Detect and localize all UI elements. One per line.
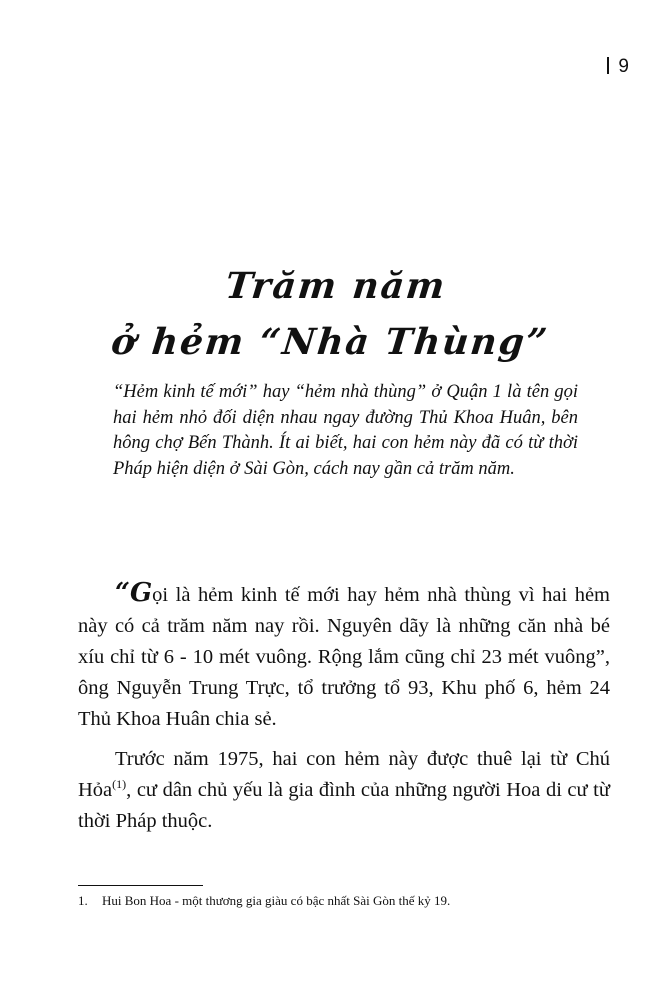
chapter-title-line-1: Trăm năm [223,265,449,307]
body-paragraph-2 [78,744,610,837]
lead-paragraph [113,380,578,482]
footnote-divider [78,885,203,886]
footnote-reference: (1) [112,777,127,791]
chapter-title-line-2: ở hẻm “Nhà Thùng” [109,321,551,363]
page-number-divider [607,57,609,74]
footnote-text: Hui Bon Hoa - một thương gia giàu có bậc nhất Sài Gòn thế kỷ 19. [102,893,451,908]
drop-cap: “G [115,578,153,608]
body-paragraph-1 [78,578,610,735]
page-number-value: 9 [618,56,630,77]
lead-text: “Hẻm kinh tế mới” hay “hẻm nhà thùng” ở Quận 1 là tên gọi hai hẻm nhỏ đối diện nhau ngay đường Thủ Khoa Huân, bên hông chợ Bến Thành. Ít ai biết, hai con hẻm này đã có từ thời Pháp hiện diện ở Sài Gòn, cách nay gần cả trăm năm. [113,382,578,479]
body-paragraph-2-text-a: Trước năm 1975, hai con hẻm này được thuê lại từ Chú Hỏa [78,748,610,801]
body-paragraph-1-text: ọi là hẻm kinh tế mới hay hẻm nhà thùng vì hai hẻm này có cả trăm năm nay rồi. Nguyên dãy là những căn nhà bé xíu chỉ từ 6 - 10 mét vuông. Rộng lắm cũng chỉ 23 mét vuông”, ông Nguyễn Trung Trực, tổ trưởng tổ 93, Khu phố 6, hẻm 24 Thủ Khoa Huân chia sẻ. [78,584,610,730]
body-paragraph-2-text-b: , cư dân chủ yếu là gia đình của những người Hoa di cư từ thời Pháp thuộc. [78,779,610,832]
chapter-title [0,258,666,370]
footnote [78,892,610,910]
footnote-number: 1. [78,893,88,908]
body-text [78,578,610,846]
page-number [607,56,630,78]
